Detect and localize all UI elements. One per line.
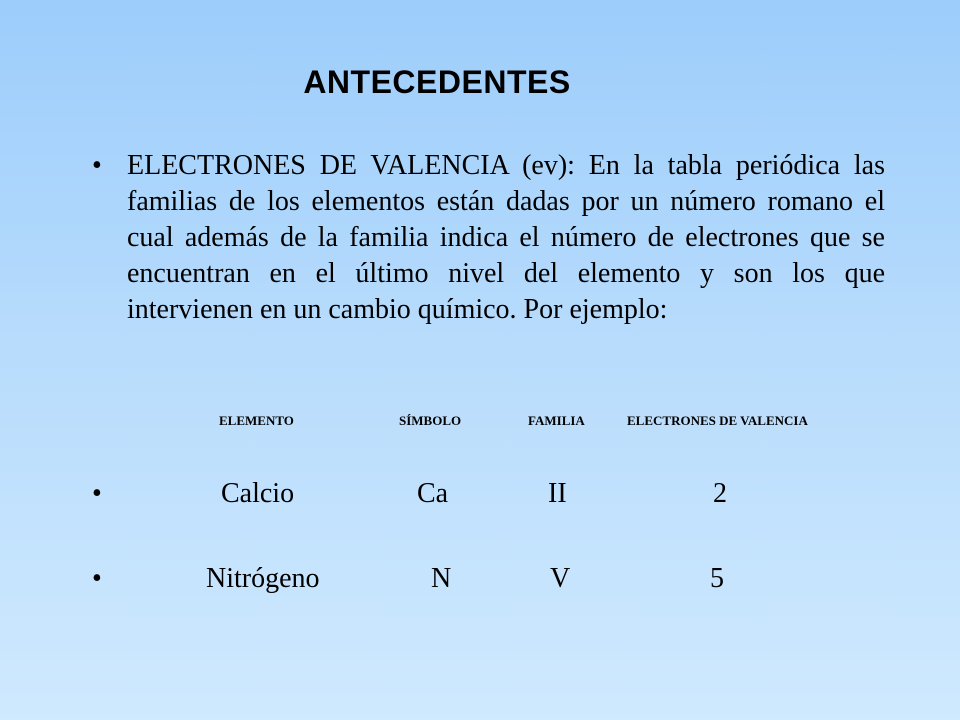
- header-simbolo: SÍMBOLO: [399, 413, 462, 428]
- cell-familia: II: [548, 478, 567, 509]
- bullet-point-icon: •: [92, 150, 102, 181]
- header-elemento: ELEMENTO: [219, 413, 294, 428]
- slide-title: ANTECEDENTES: [303, 64, 571, 100]
- header-electrones-de-valencia: ELECTRONES DE VALENCIA: [627, 413, 808, 428]
- cell-simbolo: N: [431, 563, 452, 594]
- definition-paragraph: ELECTRONES DE VALENCIA (ev): En la tabla periódica las familias de los elementos están dadas por un número romano el cual además de la familia indica el número de electrones que se encuentran en el último nivel del elemento y son los que intervienen en un cambio químico. Por ejemplo:: [127, 150, 885, 325]
- cell-electrones: 5: [710, 563, 724, 594]
- cell-elemento: Nitrógeno: [206, 563, 320, 594]
- cell-simbolo: Ca: [417, 478, 449, 509]
- cell-familia: V: [550, 563, 571, 594]
- bullet-point-icon: •: [92, 478, 102, 509]
- cell-elemento: Calcio: [221, 478, 295, 509]
- header-familia: FAMILIA: [528, 413, 585, 428]
- cell-electrones: 2: [713, 478, 727, 509]
- bullet-point-icon: •: [92, 563, 102, 594]
